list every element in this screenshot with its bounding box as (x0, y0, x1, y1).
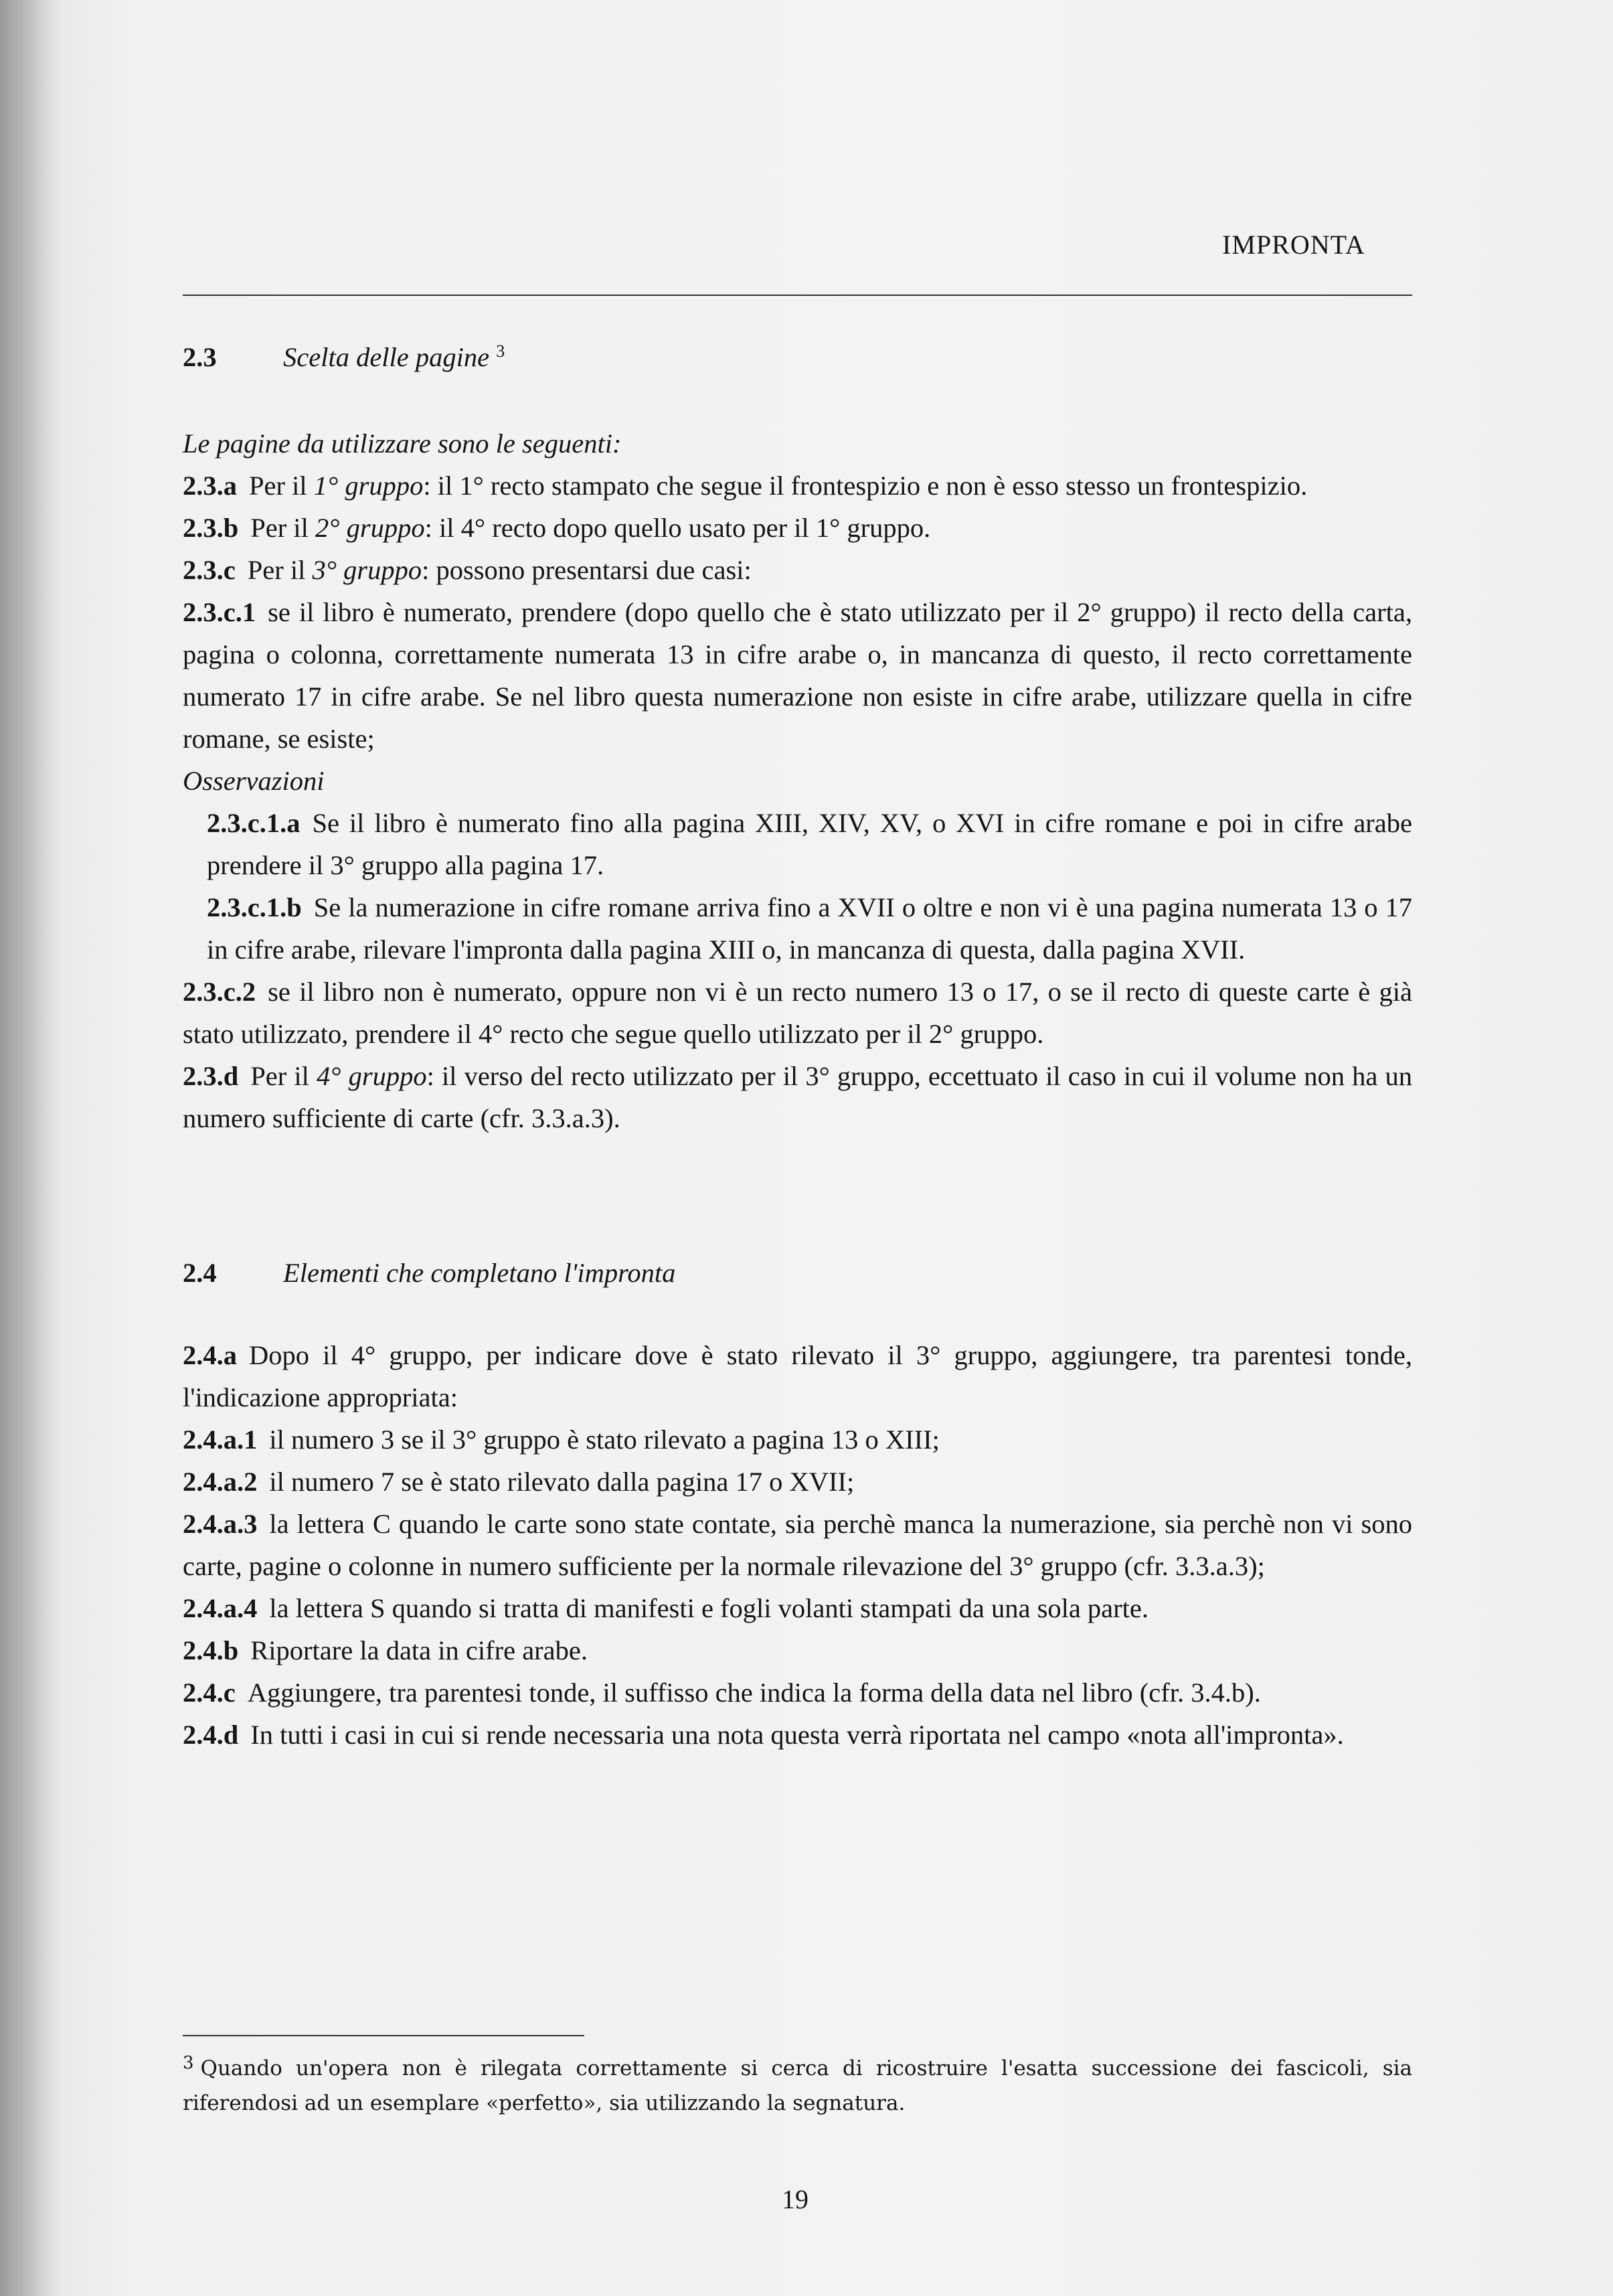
header-rule (183, 295, 1412, 296)
footnote (183, 2046, 1412, 2121)
paragraph-2-3-b (183, 507, 1412, 549)
item-text: Per il (250, 1061, 317, 1091)
section-number: 2.3 (183, 342, 217, 372)
item-label: 2.4.c (183, 1677, 236, 1708)
item-label: 2.4.b (183, 1635, 239, 1665)
item-text: Per il (249, 471, 314, 501)
section-body-2-4 (183, 1334, 1412, 1756)
paragraph-2-3-a (183, 465, 1412, 507)
item-label: 2.3.c.2 (183, 977, 256, 1007)
section-title: Scelta delle pagine (283, 342, 490, 372)
item-label: 2.4.a (183, 1340, 237, 1370)
group-name: 2° gruppo (315, 513, 425, 543)
item-text: : il 4° recto dopo quello usato per il 1° gruppo. (424, 513, 931, 543)
paragraph-2-4-a-1 (183, 1418, 1412, 1461)
item-label: 2.3.c (183, 555, 236, 585)
item-text: : possono presentarsi due casi: (422, 555, 752, 585)
paragraph-2-3-c (183, 549, 1412, 591)
paragraph-2-4-a-2 (183, 1461, 1412, 1503)
section-title: Elementi che completano l'impronta (283, 1258, 676, 1288)
item-text: Per il (247, 555, 313, 585)
item-text: Dopo il 4° gruppo, per indicare dove è stato rilevato il 3° gruppo, aggiungere, tra parentesi tonde, l'indicazione appropriata: (183, 1340, 1412, 1412)
paragraph-2-4-c (183, 1671, 1412, 1714)
paragraph-2-4-d (183, 1714, 1412, 1756)
paragraph-2-4-b (183, 1629, 1412, 1671)
item-text: Se la numerazione in cifre romane arriva fino a XVII o oltre e non vi è una pagina numerata 13 o 17 in cifre arabe, rilevare l'impronta dalla pagina XIII o, in mancanza di questa, dalla pagina XVII. (207, 892, 1412, 965)
section-heading-2-4 (183, 1252, 675, 1294)
item-label: 2.4.d (183, 1720, 239, 1750)
item-label: 2.3.c.1.a (207, 808, 301, 838)
item-label: 2.4.a.4 (183, 1593, 258, 1623)
item-label: 2.3.c.1.b (207, 892, 302, 922)
item-text: il numero 7 se è stato rilevato dalla pagina 17 o XVII; (269, 1467, 855, 1497)
running-head: IMPRONTA (1222, 230, 1365, 260)
item-text: la lettera S quando si tratta di manifesti e fogli volanti stampati da una sola parte. (269, 1593, 1149, 1623)
item-label: 2.4.a.2 (183, 1467, 258, 1497)
item-text: Aggiungere, tra parentesi tonde, il suffisso che indica la forma della data nel libro (cfr. 3.4.b). (247, 1677, 1261, 1708)
paragraph-2-4-a (183, 1334, 1412, 1418)
item-text: se il libro non è numerato, oppure non vi è un recto numero 13 o 17, o se il recto di queste carte è già stato utilizzato, prendere il 4° recto che segue quello utilizzato per il 2° gruppo. (183, 977, 1412, 1049)
footnote-rule (183, 2035, 584, 2036)
paragraph-2-4-a-4 (183, 1587, 1412, 1629)
paragraph-2-3-d (183, 1055, 1412, 1139)
item-text: il numero 3 se il 3° gruppo è stato rilevato a pagina 13 o XIII; (269, 1424, 940, 1455)
footnote-mark: 3 (183, 2053, 194, 2073)
item-label: 2.3.b (183, 513, 239, 543)
item-label: 2.4.a.3 (183, 1509, 258, 1539)
group-name: 3° gruppo (312, 555, 422, 585)
group-name: 1° gruppo (313, 471, 424, 501)
page-number: 19 (782, 2184, 809, 2214)
item-label: 2.3.c.1 (183, 597, 256, 627)
section-heading-2-3 (183, 336, 505, 378)
item-text: Per il (250, 513, 316, 543)
footnote-text: Quando un'opera non è rilegata correttamente si cerca di ricostruire l'esatta successione dei fascicoli, sia riferendosi ad un esemplare «perfetto», sia utilizzando la segnatura. (183, 2056, 1412, 2115)
footnote-reference: 3 (496, 341, 505, 361)
item-text: Riportare la data in cifre arabe. (250, 1635, 588, 1665)
section-number: 2.4 (183, 1258, 217, 1288)
item-text: Se il libro è numerato fino alla pagina XIII, XIV, XV, o XVI in cifre romane e poi in cifre arabe prendere il 3° gruppo alla pagina 17. (207, 808, 1412, 880)
observations-heading: Osservazioni (183, 766, 325, 796)
item-text: : il verso del recto utilizzato per il 3° gruppo, eccettuato il caso in cui il volume non ha un numero sufficiente di carte (cfr. 3.3.a.3). (183, 1061, 1412, 1133)
intro-line: Le pagine da utilizzare sono le seguenti: (183, 428, 622, 459)
paragraph-2-3-c-1-b (183, 886, 1412, 971)
item-text: In tutti i casi in cui si rende necessaria una nota questa verrà riportata nel campo «nota all'impronta». (250, 1720, 1344, 1750)
item-text: : il 1° recto stampato che segue il frontespizio e non è esso stesso un frontespizio. (423, 471, 1308, 501)
item-label: 2.3.d (183, 1061, 239, 1091)
section-body-2-3 (183, 422, 1412, 1139)
group-name: 4° gruppo (317, 1061, 427, 1091)
paragraph-2-3-c-1 (183, 591, 1412, 760)
item-label: 2.3.a (183, 471, 237, 501)
paragraph-2-3-c-2 (183, 971, 1412, 1055)
item-text: la lettera C quando le carte sono state contate, sia perchè manca la numerazione, sia perchè non vi sono carte, pagine o colonne in numero sufficiente per la normale rilevazione del 3° gruppo (cfr. 3.3.a.3); (183, 1509, 1412, 1581)
item-text: se il libro è numerato, prendere (dopo quello che è stato utilizzato per il 2° gruppo) il recto della carta, pagina o colonna, correttamente numerata 13 in cifre arabe o, in mancanza di questo, il recto correttamente numerato 17 in cifre arabe. Se nel libro questa numerazione non esiste in cifre arabe, utilizzare quella in cifre romane, se esiste; (183, 597, 1412, 754)
paragraph-2-4-a-3 (183, 1503, 1412, 1587)
binding-shadow (0, 0, 60, 2296)
paragraph-2-3-c-1-a (183, 802, 1412, 886)
item-label: 2.4.a.1 (183, 1424, 258, 1455)
